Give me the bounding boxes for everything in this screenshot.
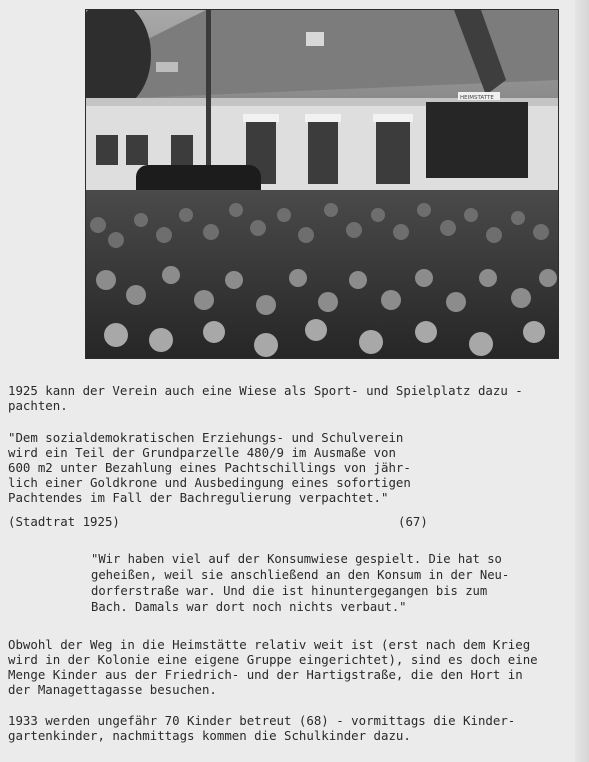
paragraph-1933-line-2: gartenkinder, nachmittags kommen die Schulkinder dazu. — [8, 728, 411, 743]
oral-history-line-1: "Wir haben viel auf der Konsumwiese gespielt. Die hat so — [91, 552, 502, 566]
paragraph-heimstaette — [8, 637, 538, 697]
council-quote — [8, 430, 411, 505]
flag-banner — [426, 102, 528, 178]
council-quote-line-5: Pachtendes im Fall der Bachregulierung verpachtet." — [8, 490, 389, 505]
building-sign: HEIMSTATTE — [460, 95, 494, 101]
footnote-ref-67: (67) — [398, 514, 428, 529]
council-quote-line-1: "Dem sozialdemokratischen Erziehungs- und Schulverein — [8, 430, 404, 445]
council-quote-line-2: wird ein Teil der Grundparzelle 480/9 im Ausmaße von — [8, 445, 396, 460]
council-quote-line-3: 600 m2 unter Bezahlung eines Pachtschillings von jähr- — [8, 460, 411, 475]
paragraph-intro-line-2: pachten. — [8, 398, 68, 413]
paragraph-heimstaette-line-2: wird in der Kolonie eine eigene Gruppe eingerichtet), sind es doch eine — [8, 652, 538, 667]
oral-history-quote — [91, 551, 509, 615]
historical-photo — [85, 9, 559, 359]
paragraph-intro — [8, 383, 523, 413]
paragraph-1933-line-1: 1933 werden ungefähr 70 Kinder betreut (68) - vormittags die Kinder- — [8, 713, 516, 728]
paragraph-heimstaette-line-4: der Managettagasse besuchen. — [8, 682, 217, 697]
paragraph-intro-line-1: 1925 kann der Verein auch eine Wiese als Sport- und Spielplatz dazu - — [8, 383, 523, 398]
oral-history-line-3: dorferstraße war. Und die ist hinuntergegangen bis zum — [91, 584, 488, 598]
paragraph-heimstaette-line-1: Obwohl der Weg in die Heimstätte relativ weit ist (erst nach dem Krieg — [8, 637, 531, 652]
page-edge — [575, 0, 589, 762]
paragraph-1933 — [8, 713, 515, 743]
council-quote-line-4: lich einer Goldkrone und Ausbedingung eines sofortigen — [8, 475, 411, 490]
paragraph-heimstaette-line-3: Menge Kinder aus der Friedrich- und der Hartigstraße, die den Hort in — [8, 667, 523, 682]
citation-source: (Stadtrat 1925) — [8, 514, 120, 529]
oral-history-line-4: Bach. Damals war dort noch nichts verbaut." — [91, 600, 407, 614]
oral-history-line-2: geheißen, weil sie anschließend an den Konsum in der Neu- — [91, 568, 510, 582]
